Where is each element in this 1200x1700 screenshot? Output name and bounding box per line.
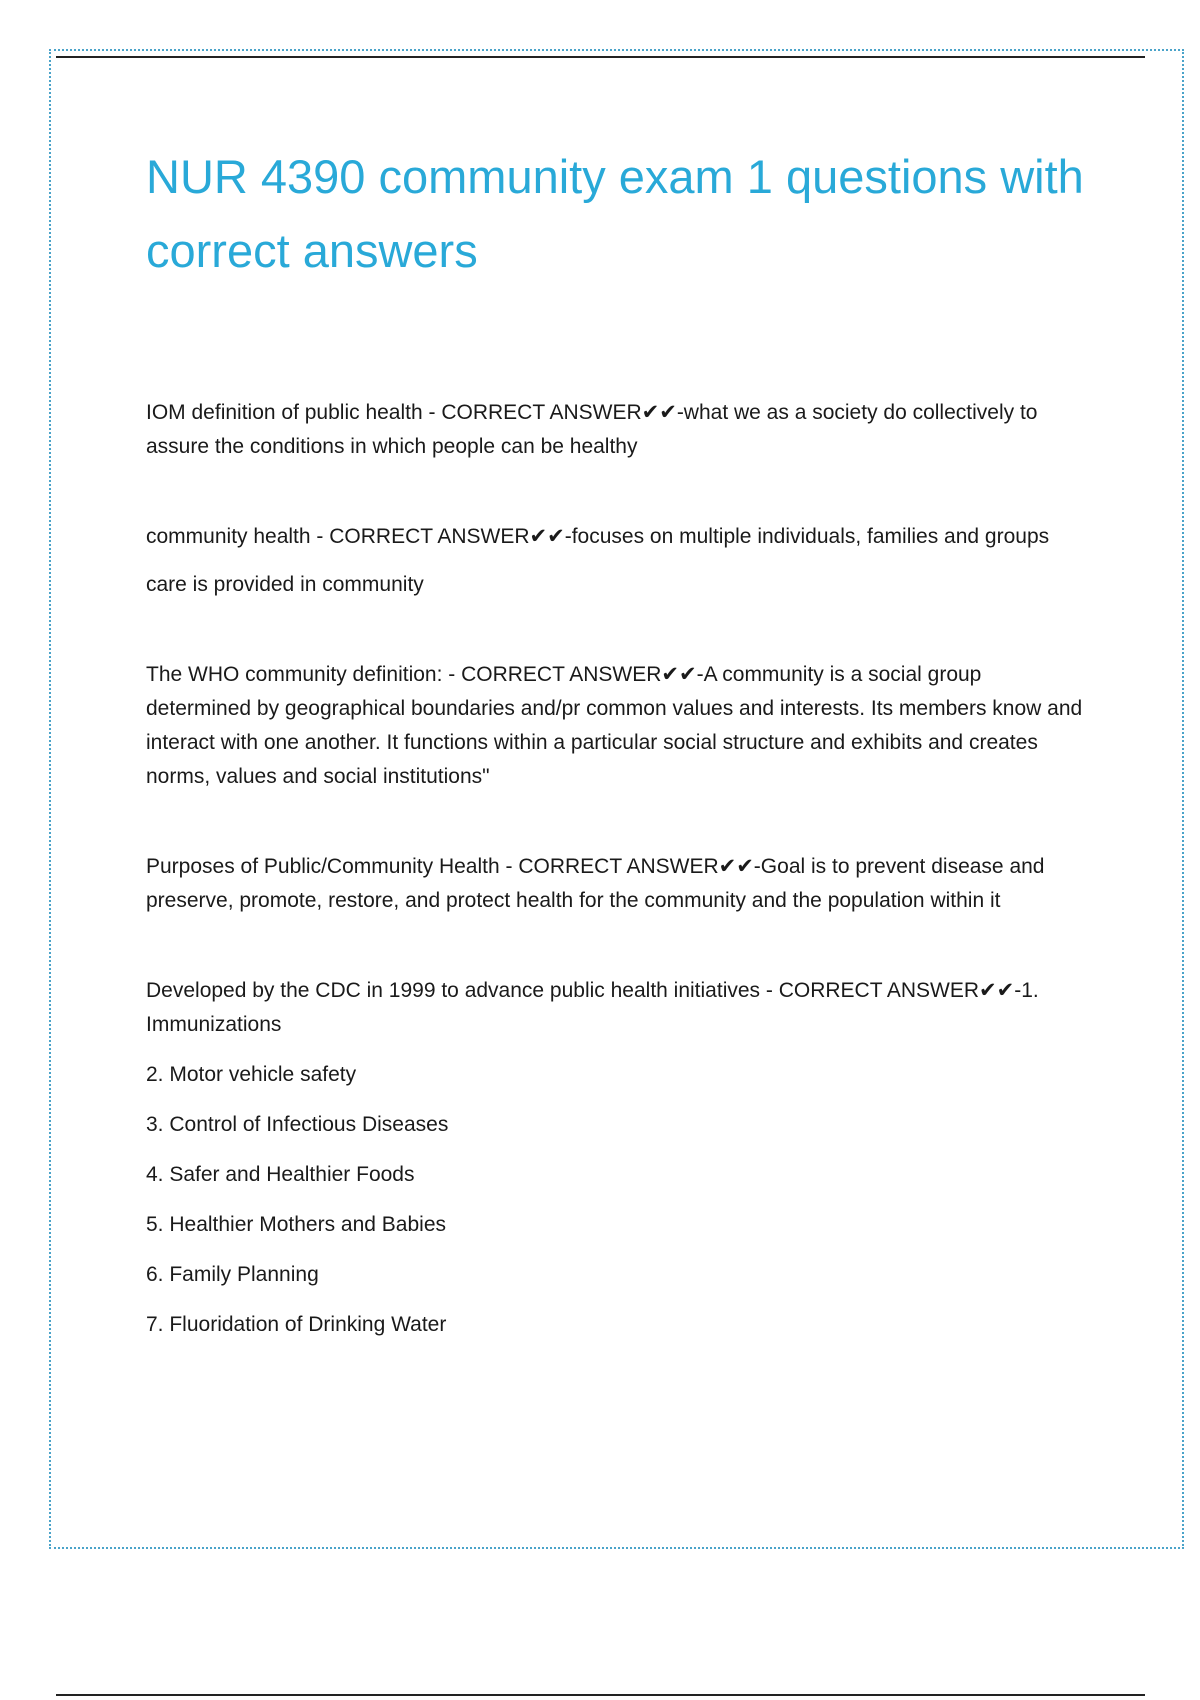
list-item: 4. Safer and Healthier Foods [146, 1163, 415, 1186]
list-item: 3. Control of Infectious Diseases [146, 1113, 449, 1136]
qa-text: The WHO community definition: - CORRECT ANSWER✔✔-A community is a social group determined by geographical boundaries and/pr common values and interests. Its members know and interact with one another. It functions within a particular social structure and exhibits and creates norms, values and social institutions" [146, 663, 1083, 788]
qa-text: community health - CORRECT ANSWER✔✔-focuses on multiple individuals, families and groups [146, 525, 1050, 548]
qa-entry [146, 520, 1086, 602]
qa-entry [146, 974, 1086, 1342]
footer-rule [56, 1694, 1145, 1696]
qa-text: IOM definition of public health - CORRECT ANSWER✔✔-what we as a society do collectively to assure the conditions in which people can be healthy [146, 401, 1038, 458]
document-body [146, 396, 1086, 1398]
header-rule [56, 56, 1145, 58]
list-item: 5. Healthier Mothers and Babies [146, 1213, 446, 1236]
qa-text: Developed by the CDC in 1999 to advance public health initiatives - CORRECT ANSWER✔✔-1. Immunizations [146, 979, 1039, 1036]
qa-entry [146, 658, 1086, 794]
list-item: 2. Motor vehicle safety [146, 1063, 357, 1086]
qa-extra-text: care is provided in community [146, 573, 424, 596]
list-item: 7. Fluoridation of Drinking Water [146, 1313, 447, 1336]
qa-entry [146, 396, 1086, 464]
qa-text: Purposes of Public/Community Health - CORRECT ANSWER✔✔-Goal is to prevent disease and preserve, promote, restore, and protect health for the community and the population within it [146, 855, 1045, 912]
document-title: NUR 4390 community exam 1 questions with correct answers [146, 150, 1084, 277]
qa-entry [146, 850, 1086, 918]
list-item: 6. Family Planning [146, 1263, 319, 1286]
